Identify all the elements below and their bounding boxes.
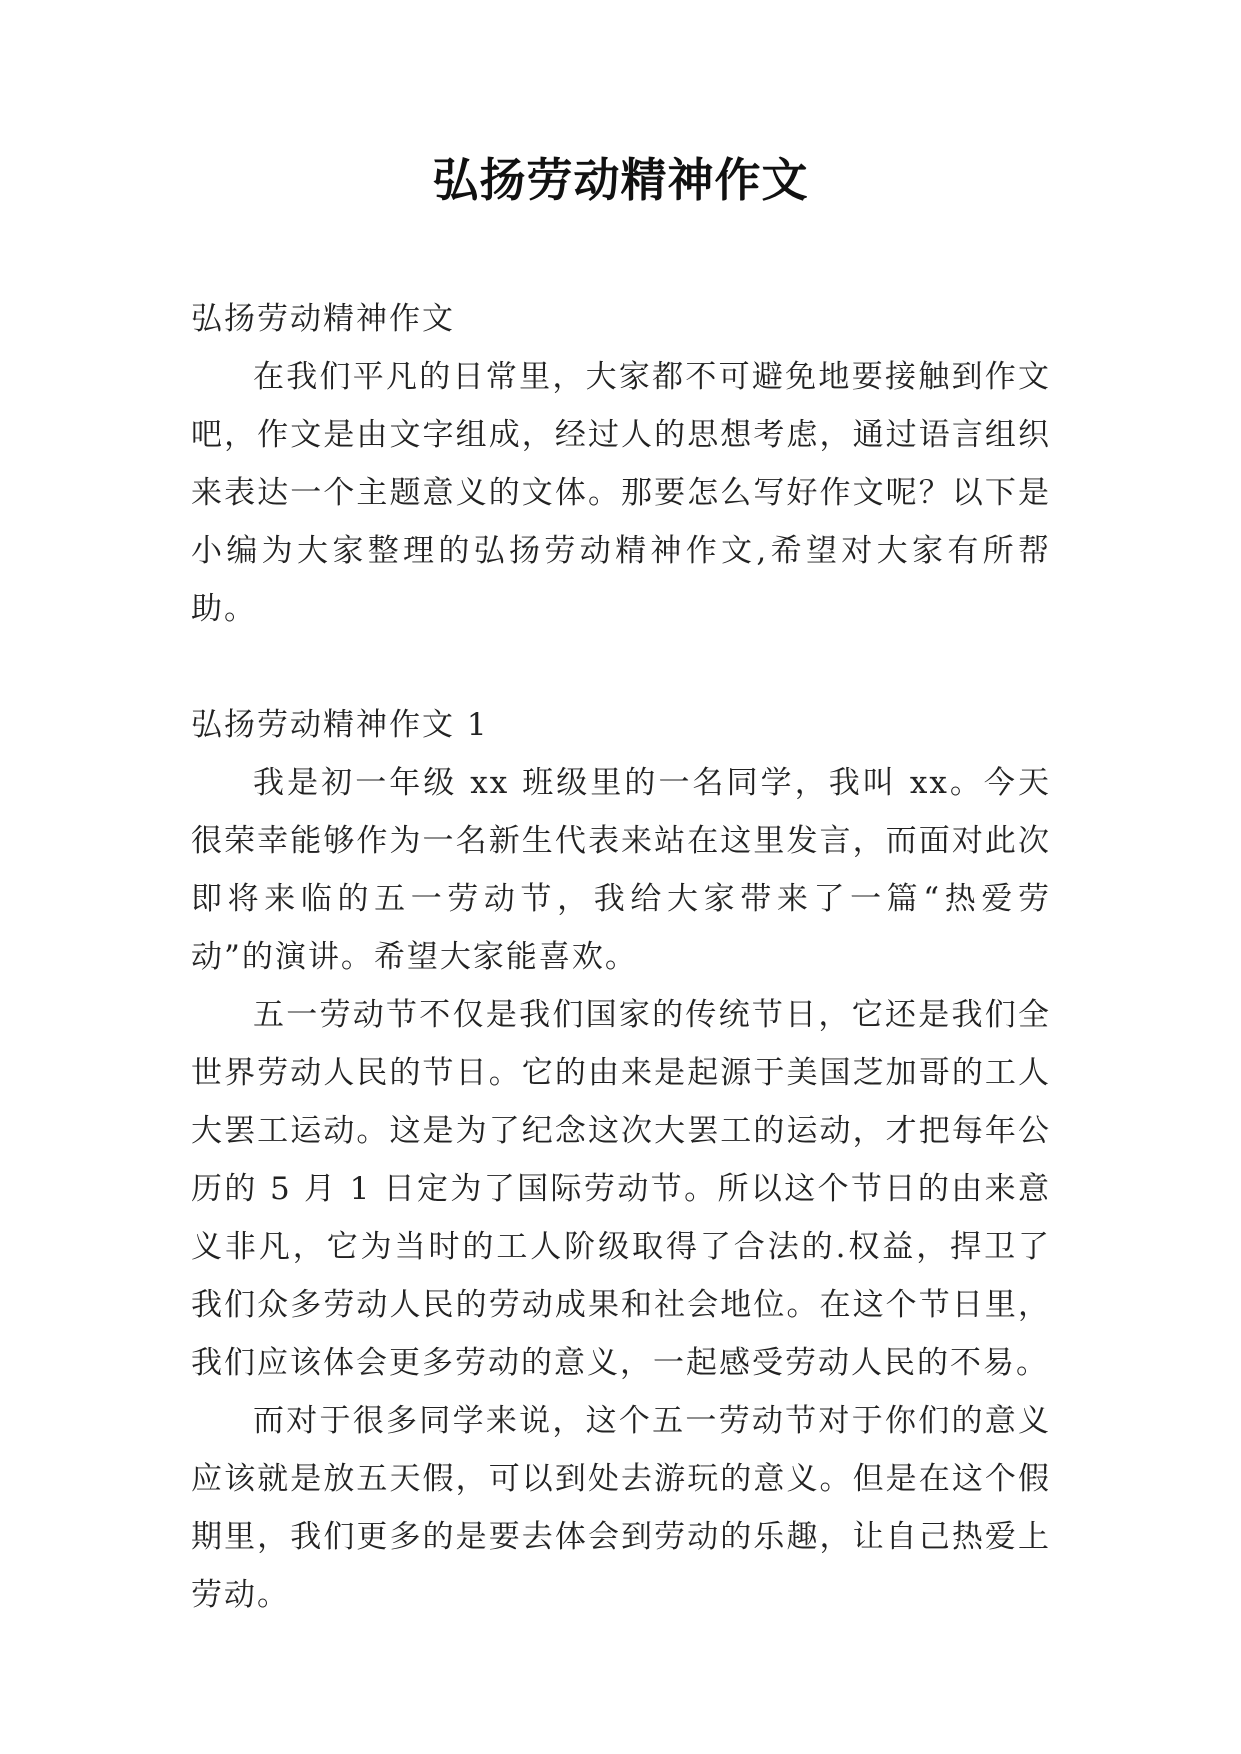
section-heading: 弘扬劳动精神作文 1 [191,707,489,743]
document-body [191,290,1051,1624]
intro-heading: 弘扬劳动精神作文 [191,301,455,337]
body-paragraph-1: 我是初一年级 xx 班级里的一名同学，我叫 xx。今天很荣幸能够作为一名新生代表来站在这里发言，而面对此次即将来临的五一劳动节，我给大家带来了一篇“热爱劳动”的演讲。希望大家能喜欢。 [191,765,1051,975]
body-paragraph-2: 五一劳动节不仅是我们国家的传统节日，它还是我们全世界劳动人民的节日。它的由来是起源于美国芝加哥的工人大罢工运动。这是为了纪念这次大罢工的运动，才把每年公历的 5 月 1 日定为了国际劳动节。所以这个节日的由来意义非凡，它为当时的工人阶级取得了合法的.权益，捍卫了我们众多劳动人民的劳动成果和社会地位。在这个节日里，我们应该体会更多劳动的意义，一起感受劳动人民的不易。 [191,997,1051,1381]
intro-paragraph: 在我们平凡的日常里，大家都不可避免地要接触到作文吧，作文是由文字组成，经过人的思想考虑，通过语言组织来表达一个主题意义的文体。那要怎么写好作文呢？以下是小编为大家整理的弘扬劳动精神作文,希望对大家有所帮助。 [191,359,1051,627]
document-title: 弘扬劳动精神作文 [432,153,809,207]
body-paragraph-3: 而对于很多同学来说，这个五一劳动节对于你们的意义应该就是放五天假，可以到处去游玩的意义。但是在这个假期里，我们更多的是要去体会到劳动的乐趣，让自己热爱上劳动。 [191,1403,1051,1613]
